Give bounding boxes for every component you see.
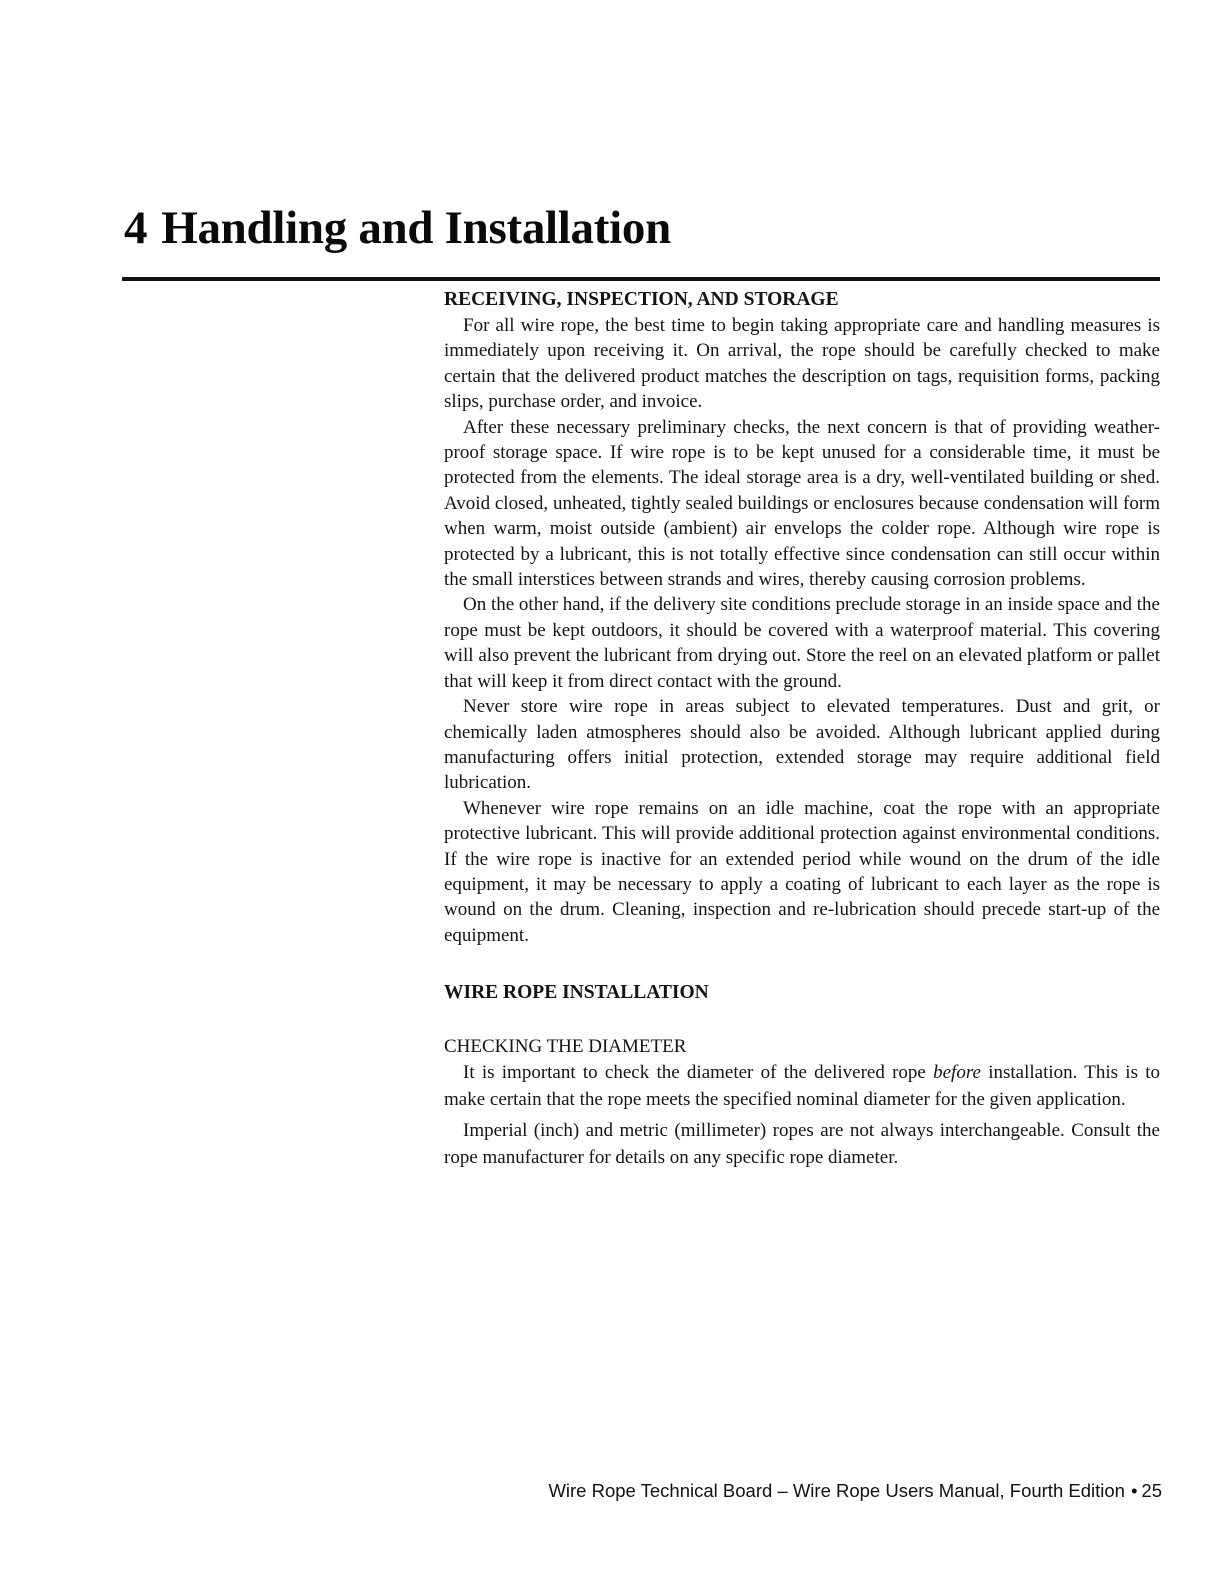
chapter-title [124, 196, 671, 260]
main-content [444, 287, 1160, 1171]
paragraph-check-diameter-start: It is important to check the diameter of the delivered rope [463, 1062, 934, 1084]
paragraph-interchangeable: Imperial (inch) and metric (millimeter) ropes are not always interchangeable. Consult the rope manufacturer for details on any specific rope diameter. [444, 1120, 1160, 1169]
subheading-checking-diameter: CHECKING THE DIAMETER [444, 1036, 687, 1058]
paragraph-receiving: For all wire rope, the best time to begin taking appropriate care and handling measures is immediately upon receiving it. On arrival, the rope should be carefully checked to make certain that the delivered product matches the description on tags, requisition forms, packing slips, purchase order, and invoice. [444, 315, 1160, 413]
section-heading-installation: WIRE ROPE INSTALLATION [444, 982, 709, 1004]
paragraph-idle-machine: Whenever wire rope remains on an idle machine, coat the rope with an appropriate protective lubricant. This will provide additional protection against environmental conditions. If the wire rope is inactive for an extended period while wound on the drum of the idle equipment, it may be necessary to apply a coating of lubricant to each layer as the rope is wound on the drum. Cleaning, inspection and re-lubrication should precede start-up of the equipment. [444, 797, 1160, 946]
title-divider [122, 277, 1160, 281]
paragraph-temperature: Never store wire rope in areas subject to elevated temperatures. Dust and grit, or chemically laden atmospheres should also be avoided. Although lubricant applied during manufacturing offers initial protection, extended storage may require additional field lubrication. [444, 696, 1160, 794]
paragraph-storage-space: After these necessary preliminary checks, the next concern is that of providing weather-proof storage space. If wire rope is to be kept unused for a considerable time, it must be protected from the elements. The ideal storage area is a dry, well-ventilated building or shed. Avoid closed, unheated, tightly sealed buildings or enclosures because condensation will form when warm, moist outside (ambient) air envelops the colder rope. Although wire rope is protected by a lubricant, this is not totally effective since condensation can still occur within the small interstices between strands and wires, thereby causing corrosion problems. [444, 416, 1160, 591]
chapter-title-text: Handling and Installation [161, 202, 671, 254]
footer-text: Wire Rope Technical Board – Wire Rope Users Manual, Fourth Edition [548, 1480, 1125, 1501]
paragraph-check-diameter [444, 1059, 1160, 1113]
chapter-number: 4 [124, 202, 148, 254]
page-footer [548, 1480, 1162, 1502]
emphasis-before: before [933, 1062, 981, 1084]
footer-bullet: • [1130, 1480, 1138, 1501]
paragraph-outdoor-storage: On the other hand, if the delivery site conditions preclude storage in an inside space and the rope must be kept outdoors, it should be covered with a waterproof material. This covering will also prevent the lubricant from drying out. Store the reel on an elevated platform or pallet that will keep it from direct contact with the ground. [444, 594, 1160, 692]
page-number: 25 [1141, 1480, 1162, 1501]
paragraph-check-diameter-end: installation. This is to make certain that the rope meets the specified nominal diameter for the given application. [444, 1062, 1161, 1111]
section-heading-receiving: RECEIVING, INSPECTION, AND STORAGE [444, 289, 839, 310]
